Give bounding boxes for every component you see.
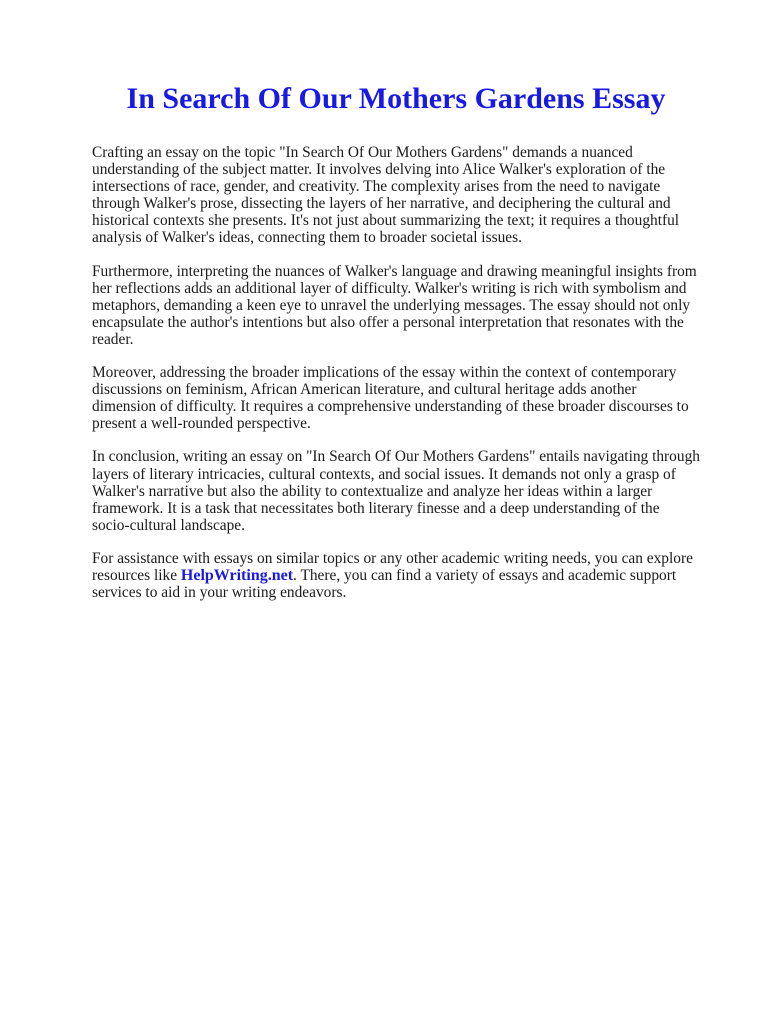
paragraph-intro: Crafting an essay on the topic "In Search Of Our Mothers Gardens" demands a nuanced understanding of the subject matter. It involves delving into Alice Walker's exploration of the intersections of race, gender, and creativity. The complexity arises from the need to navigate through Walker's prose, dissecting the layers of her narrative, and deciphering the cultural and historical contexts she presents. It's not just about summarizing the text; it requires a thoughtful analysis of Walker's ideas, connecting them to broader societal issues. (92, 144, 680, 247)
paragraph-language: Furthermore, interpreting the nuances of Walker's language and drawing meaningful insights from her reflections adds an additional layer of difficulty. Walker's writing is rich with symbolism and metaphors, demanding a keen eye to unravel the underlying messages. The essay should not only encapsulate the author's intentions but also offer a personal interpretation that resonates with the reader. (92, 262, 697, 348)
paragraph-closing (92, 550, 700, 601)
paragraph-implications: Moreover, addressing the broader implications of the essay within the context of contemporary discussions on feminism, African American literature, and cultural heritage adds another dimension of difficulty. It requires a comprehensive understanding of these broader discourses to present a well-rounded perspective. (92, 364, 689, 433)
closing-text-before-link: For assistance with essays on similar topics or any other academic writing needs, you can explore resources like (92, 549, 693, 584)
helpwriting-link[interactable]: HelpWriting.net (180, 566, 294, 584)
paragraph-conclusion: In conclusion, writing an essay on "In Search Of Our Mothers Gardens" entails navigating through layers of literary intricacies, cultural contexts, and social issues. It demands not only a grasp of Walker's narrative but also the ability to contextualize and analyze her ideas within a larger framework. It is a task that necessitates both literary finesse and a deep understanding of the socio-cultural landscape. (92, 448, 700, 534)
closing-text-after-link: . There, you can find a variety of essays and academic support services to aid in your writing endeavors. (92, 566, 677, 602)
page-title: In Search Of Our Mothers Gardens Essay (126, 82, 666, 115)
